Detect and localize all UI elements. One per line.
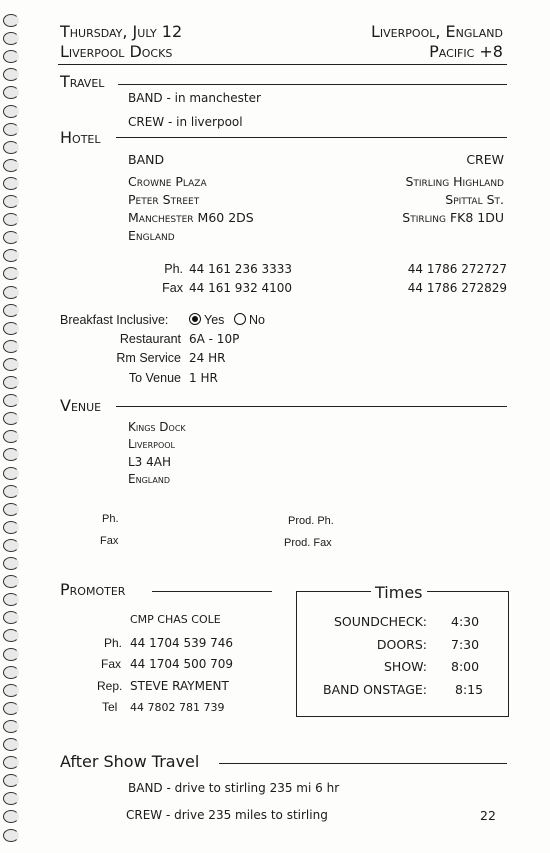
promoter-tel: 44 7802 781 739 xyxy=(130,701,225,714)
promoter-name: CMP CHAS COLE xyxy=(130,613,221,626)
radio-empty-icon xyxy=(234,313,246,325)
binding-ring xyxy=(3,32,19,45)
header-city: Liverpool, England xyxy=(371,22,503,41)
binding-ring xyxy=(3,430,19,443)
promoter-rep-label: Rep. xyxy=(97,679,123,693)
venue-fax-label: Fax xyxy=(100,535,119,547)
promoter-fax: 44 1704 500 709 xyxy=(130,657,234,671)
binding-ring xyxy=(3,829,19,842)
binding-ring xyxy=(3,50,19,63)
spiral-binding xyxy=(0,0,24,853)
hotel-crew-label: CREW xyxy=(466,152,504,167)
binding-ring xyxy=(3,159,19,172)
times-heading: Times xyxy=(371,583,427,602)
binding-ring xyxy=(3,557,19,570)
binding-ring xyxy=(3,738,19,751)
show-label: SHOW: xyxy=(383,659,427,674)
travel-rule xyxy=(118,84,507,85)
breakfast-yes[interactable] xyxy=(189,313,224,327)
promoter-ph-label: Ph. xyxy=(104,636,123,650)
binding-ring xyxy=(3,485,19,498)
radio-selected-icon xyxy=(189,313,201,325)
promoter-rule xyxy=(152,591,272,592)
times-box xyxy=(296,591,509,717)
restaurant-value: 6A - 10P xyxy=(189,332,240,346)
rm-service-label: Rm Service xyxy=(116,351,181,365)
binding-ring xyxy=(3,141,19,154)
doors-time: 7:30 xyxy=(451,637,480,652)
binding-ring xyxy=(3,539,19,552)
binding-ring xyxy=(3,376,19,389)
venue-line3: L3 4AH xyxy=(128,455,172,469)
after-show-heading: After Show Travel xyxy=(60,752,200,771)
binding-ring xyxy=(3,86,19,99)
venue-ph-label: Ph. xyxy=(102,513,119,525)
promoter-heading: Promoter xyxy=(60,580,126,599)
breakfast-yes-label: Yes xyxy=(204,313,225,327)
binding-ring xyxy=(3,810,19,823)
hotel-crew-city: Stirling FK8 1DU xyxy=(402,210,504,225)
hotel-band-name: Crowne Plaza xyxy=(128,174,207,189)
hotel-band-city: Manchester M60 2DS xyxy=(128,210,254,225)
hotel-crew-phone: 44 1786 272727 xyxy=(407,262,507,276)
binding-ring xyxy=(3,213,19,226)
binding-ring xyxy=(3,123,19,136)
binding-ring xyxy=(3,792,19,805)
hotel-crew-name: Stirling Highland xyxy=(405,174,504,189)
breakfast-no-label: No xyxy=(249,313,265,327)
binding-ring xyxy=(3,503,19,516)
binding-ring xyxy=(3,394,19,407)
hotel-fax-label: Fax xyxy=(162,281,183,295)
binding-ring xyxy=(3,105,19,118)
hotel-band-street: Peter Street xyxy=(128,192,200,207)
venue-heading: Venue xyxy=(60,396,102,415)
after-show-rule xyxy=(219,763,507,764)
binding-ring xyxy=(3,358,19,371)
venue-rule xyxy=(116,406,507,407)
soundcheck-label: SOUNDCHECK: xyxy=(333,614,427,629)
binding-ring xyxy=(3,195,19,208)
to-venue-value: 1 HR xyxy=(189,371,218,385)
hotel-heading: Hotel xyxy=(60,128,101,147)
header-timezone: Pacific +8 xyxy=(429,42,503,61)
after-show-crew: CREW - drive 235 miles to stirling xyxy=(126,808,328,822)
header-rule xyxy=(58,64,507,65)
binding-ring xyxy=(3,340,19,353)
promoter-ph: 44 1704 539 746 xyxy=(130,636,234,650)
binding-ring xyxy=(3,286,19,299)
hotel-band-label: BAND xyxy=(128,152,165,167)
hotel-band-fax: 44 161 932 4100 xyxy=(189,281,293,295)
hotel-rule xyxy=(116,137,507,138)
venue-prod-fax-label: Prod. Fax xyxy=(284,537,332,549)
binding-ring xyxy=(3,593,19,606)
travel-band: BAND - in manchester xyxy=(128,91,261,105)
binding-ring xyxy=(3,467,19,480)
binding-ring xyxy=(3,521,19,534)
doors-label: DOORS: xyxy=(376,637,427,652)
binding-ring xyxy=(3,304,19,317)
venue-line2: Liverpool xyxy=(128,437,176,451)
binding-ring xyxy=(3,322,19,335)
binding-ring xyxy=(3,68,19,81)
promoter-tel-label: Tel xyxy=(102,700,118,714)
binding-ring xyxy=(3,448,19,461)
binding-ring xyxy=(3,14,19,27)
hotel-band-country: England xyxy=(128,228,175,243)
onstage-label: BAND ONSTAGE: xyxy=(323,682,427,697)
binding-ring xyxy=(3,231,19,244)
binding-ring xyxy=(3,702,19,715)
binding-ring xyxy=(3,267,19,280)
binding-ring xyxy=(3,575,19,588)
hotel-crew-street: Spittal St. xyxy=(445,192,504,207)
binding-ring xyxy=(3,666,19,679)
breakfast-label: Breakfast Inclusive: xyxy=(60,313,169,327)
promoter-fax-label: Fax xyxy=(101,657,122,671)
restaurant-label: Restaurant xyxy=(119,332,181,346)
venue-prod-ph-label: Prod. Ph. xyxy=(288,515,334,527)
binding-ring xyxy=(3,412,19,425)
hotel-phone-label: Ph. xyxy=(164,262,183,276)
onstage-time: 8:15 xyxy=(455,682,484,697)
travel-heading: Travel xyxy=(60,72,105,91)
header-date: Thursday, July 12 xyxy=(60,22,183,41)
rm-service-value: 24 HR xyxy=(189,351,226,365)
binding-ring xyxy=(3,611,19,624)
page-number: 22 xyxy=(480,808,496,823)
show-time: 8:00 xyxy=(451,659,480,674)
binding-ring xyxy=(3,720,19,733)
to-venue-label: To Venue xyxy=(128,371,181,385)
soundcheck-time: 4:30 xyxy=(451,614,480,629)
travel-crew: CREW - in liverpool xyxy=(128,115,243,129)
binding-ring xyxy=(3,629,19,642)
header-venue: Liverpool Docks xyxy=(60,42,173,61)
hotel-crew-fax: 44 1786 272829 xyxy=(407,281,507,295)
venue-line1: Kings Dock xyxy=(128,420,186,434)
binding-ring xyxy=(3,249,19,262)
binding-ring xyxy=(3,756,19,769)
hotel-band-phone: 44 161 236 3333 xyxy=(189,262,293,276)
after-show-band: BAND - drive to stirling 235 mi 6 hr xyxy=(128,781,340,795)
promoter-rep: STEVE RAYMENT xyxy=(130,679,229,693)
binding-ring xyxy=(3,177,19,190)
binding-ring xyxy=(3,648,19,661)
venue-line4: England xyxy=(128,472,171,486)
binding-ring xyxy=(3,684,19,697)
breakfast-no[interactable] xyxy=(234,313,265,327)
binding-ring xyxy=(3,774,19,787)
